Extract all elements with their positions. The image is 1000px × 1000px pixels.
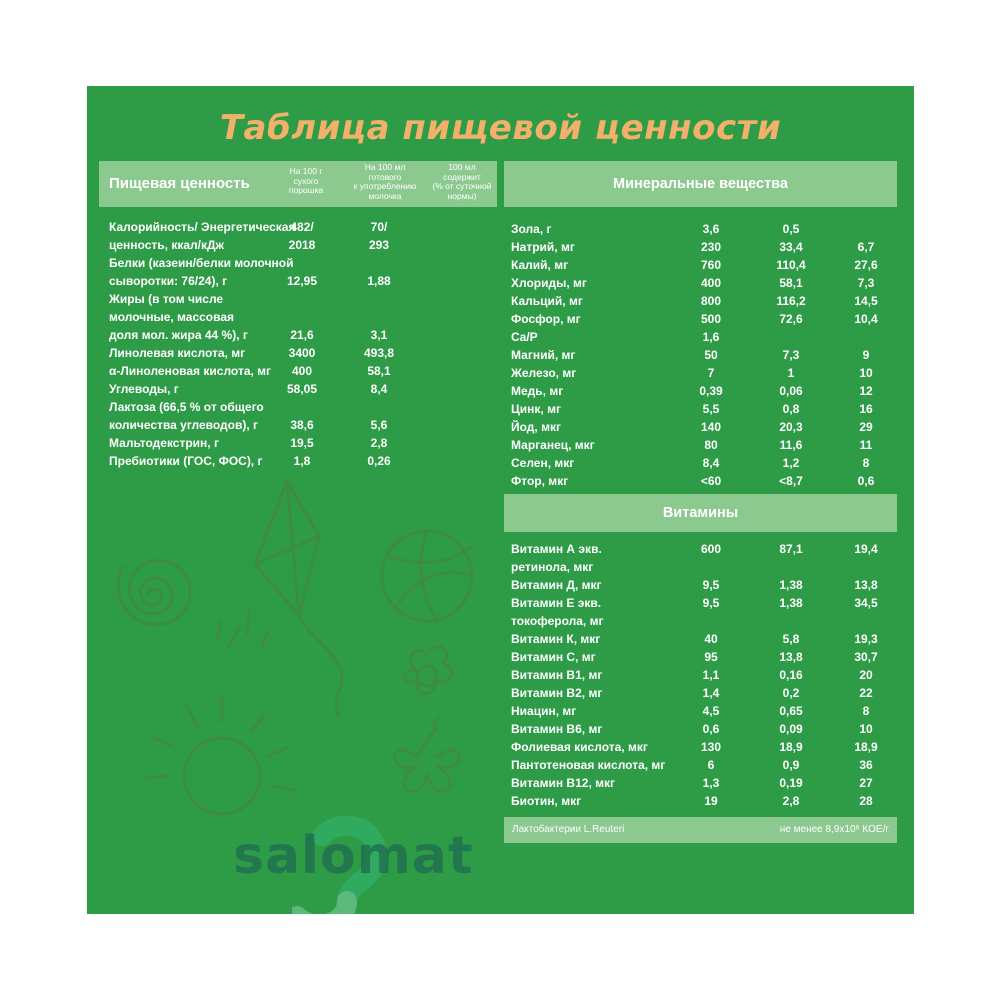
table-row xyxy=(511,293,897,311)
row-label: Фолиевая кислота, мкг xyxy=(511,740,648,754)
table-row xyxy=(511,703,897,721)
row-value: 0,06 xyxy=(779,384,803,398)
table-row xyxy=(511,239,897,257)
table-row xyxy=(511,721,897,739)
row-value: 5,8 xyxy=(782,632,800,646)
row-value: 18,9 xyxy=(854,740,878,754)
row-value: 0,8 xyxy=(782,402,800,416)
nutrition-panel xyxy=(87,86,914,914)
row-value: 0,9 xyxy=(782,758,800,772)
row-value: 40 xyxy=(704,632,718,646)
row-value: 0,09 xyxy=(779,722,803,736)
table-row xyxy=(109,219,499,237)
row-value: 0,5 xyxy=(782,222,800,236)
row-value: 7,3 xyxy=(782,348,800,362)
row-value: 493,8 xyxy=(363,346,395,360)
table-row xyxy=(109,237,499,255)
row-label: Пребиотики (ГОС, ФОС), г xyxy=(109,454,263,468)
row-label: ретинола, мкг xyxy=(511,560,594,574)
row-value: 2,8 xyxy=(370,436,388,450)
row-value: 5,5 xyxy=(702,402,720,416)
row-label: Витамин С, мг xyxy=(511,650,596,664)
table-row xyxy=(109,255,499,273)
row-value: 9,5 xyxy=(702,596,720,610)
row-value: 1,6 xyxy=(702,330,720,344)
table-row xyxy=(511,577,897,595)
table-row xyxy=(109,435,499,453)
row-label: Магний, мг xyxy=(511,348,576,362)
row-value: 760 xyxy=(700,258,722,272)
table-row xyxy=(109,453,499,471)
row-value: 0,6 xyxy=(857,474,875,488)
table-row xyxy=(511,775,897,793)
col-header-per-100g: На 100 г сухого порошка xyxy=(288,166,324,195)
row-label: доля мол. жира 44 %), г xyxy=(109,328,248,342)
row-value: 20 xyxy=(859,668,873,682)
row-value: 130 xyxy=(700,740,722,754)
row-label: Калорийность/ Энергетическая xyxy=(109,220,296,234)
row-value: 10 xyxy=(859,366,873,380)
row-value: 0,19 xyxy=(779,776,803,790)
row-label: Витамин В6, мг xyxy=(511,722,603,736)
row-label: Витамин В1, мг xyxy=(511,668,603,682)
table-row xyxy=(511,757,897,775)
row-label: количества углеводов), г xyxy=(109,418,259,432)
row-value: 34,5 xyxy=(854,596,878,610)
row-value: 140 xyxy=(700,420,722,434)
row-value: 22 xyxy=(859,686,873,700)
row-label: Ниацин, мг xyxy=(511,704,577,718)
row-label: Витамин В2, мг xyxy=(511,686,603,700)
table-row xyxy=(511,667,897,685)
row-value: 19,5 xyxy=(290,436,314,450)
row-value: 482/ xyxy=(290,220,314,234)
row-value: 10 xyxy=(859,722,873,736)
row-label: Фосфор, мг xyxy=(511,312,581,326)
row-label: Медь, мг xyxy=(511,384,564,398)
table-row xyxy=(511,649,897,667)
table-row xyxy=(511,595,897,613)
butterfly-doodle xyxy=(395,718,460,791)
row-label: Линолевая кислота, мг xyxy=(109,346,246,360)
table-row xyxy=(511,365,897,383)
table-row xyxy=(109,363,499,381)
minerals-header-title: Минеральные вещества xyxy=(613,176,788,192)
row-value: 4,5 xyxy=(702,704,720,718)
row-value: 70/ xyxy=(370,220,388,234)
row-value: 6,7 xyxy=(857,240,875,254)
nutrition-table xyxy=(109,219,499,471)
row-value: 13,8 xyxy=(779,650,803,664)
row-value: 3400 xyxy=(288,346,316,360)
table-row xyxy=(511,559,897,577)
row-value: 8,4 xyxy=(370,382,388,396)
row-value: 8 xyxy=(862,704,870,718)
vitamins-header-title: Витамины xyxy=(662,505,739,521)
row-value: 1,38 xyxy=(779,596,803,610)
row-value: 38,6 xyxy=(290,418,314,432)
row-label: Лактоза (66,5 % от общего xyxy=(109,400,264,414)
row-value: 8,4 xyxy=(702,456,720,470)
nutrition-header-title: Пищевая ценность xyxy=(109,175,250,192)
nutrition-header xyxy=(99,161,497,207)
table-row xyxy=(109,399,499,417)
lacto-value: не менее 8,9x10⁶ КОЕ/г xyxy=(779,824,889,835)
table-row xyxy=(511,383,897,401)
row-value: 1 xyxy=(787,366,795,380)
row-value: 12,95 xyxy=(286,274,318,288)
row-value: 1,88 xyxy=(367,274,391,288)
row-value: 0,2 xyxy=(782,686,800,700)
row-value: 12 xyxy=(859,384,873,398)
row-value: 14,5 xyxy=(854,294,878,308)
row-label: Жиры (в том числе xyxy=(109,292,224,306)
row-value: 72,6 xyxy=(779,312,803,326)
table-row xyxy=(511,347,897,365)
minerals-header xyxy=(504,161,897,207)
row-value: <60 xyxy=(700,474,722,488)
table-row xyxy=(109,381,499,399)
row-value: 0,16 xyxy=(779,668,803,682)
row-value: 19,3 xyxy=(854,632,878,646)
row-value: 293 xyxy=(368,238,390,252)
row-value: 2018 xyxy=(288,238,316,252)
minerals-table xyxy=(511,221,897,491)
row-label: ценность, ккал/кДж xyxy=(109,238,225,252)
row-value: 36 xyxy=(859,758,873,772)
table-row xyxy=(511,541,897,559)
sun-doodle xyxy=(184,738,260,814)
row-value: 3,6 xyxy=(702,222,720,236)
table-row xyxy=(511,329,897,347)
row-value: 1,3 xyxy=(702,776,720,790)
row-value: 28 xyxy=(859,794,873,808)
row-label: Углеводы, г xyxy=(109,382,179,396)
row-label: Белки (казеин/белки молочной xyxy=(109,256,294,270)
table-row xyxy=(511,739,897,757)
row-value: 0,65 xyxy=(779,704,803,718)
row-label: α-Линоленовая кислота, мг xyxy=(109,364,272,378)
row-value: 21,6 xyxy=(290,328,314,342)
row-value: 600 xyxy=(700,542,722,556)
row-value: 11 xyxy=(859,438,873,452)
row-value: 3,1 xyxy=(370,328,388,342)
row-value: 10,4 xyxy=(854,312,878,326)
row-value: 18,9 xyxy=(779,740,803,754)
row-value: 1,1 xyxy=(702,668,720,682)
table-row xyxy=(511,419,897,437)
row-value: 19,4 xyxy=(854,542,878,556)
spiral-doodle xyxy=(118,561,190,625)
row-label: Пантотеновая кислота, мг xyxy=(511,758,666,772)
row-value: 29 xyxy=(859,420,873,434)
row-value: 1,8 xyxy=(293,454,311,468)
table-row xyxy=(109,417,499,435)
table-row xyxy=(109,291,499,309)
col-header-daily-norm: 100 мл содержит (% от суточной нормы) xyxy=(432,162,492,201)
row-label: Селен, мкг xyxy=(511,456,575,470)
row-value: 5,6 xyxy=(370,418,388,432)
row-value: 27,6 xyxy=(854,258,878,272)
vitamins-table xyxy=(511,541,897,811)
table-row xyxy=(511,455,897,473)
grass-doodle xyxy=(217,612,268,646)
row-label: Фтор, мкг xyxy=(511,474,569,488)
table-row xyxy=(511,275,897,293)
lacto-label: Лактобактерии L.Reuteri xyxy=(512,824,625,835)
table-row xyxy=(511,221,897,239)
row-value: 9 xyxy=(862,348,870,362)
row-label: Натрий, мг xyxy=(511,240,575,254)
row-label: Хлориды, мг xyxy=(511,276,587,290)
row-value: 2,8 xyxy=(782,794,800,808)
table-row xyxy=(109,273,499,291)
row-value: 30,7 xyxy=(854,650,878,664)
table-row xyxy=(511,631,897,649)
row-value: 50 xyxy=(704,348,718,362)
row-value: 33,4 xyxy=(779,240,803,254)
row-value: 0,6 xyxy=(702,722,720,736)
row-value: 800 xyxy=(700,294,722,308)
table-row xyxy=(511,685,897,703)
row-value: 87,1 xyxy=(779,542,803,556)
row-label: Йод, мкг xyxy=(511,420,561,434)
row-value: 95 xyxy=(704,650,718,664)
row-label: Витамин А экв. xyxy=(511,542,602,556)
row-value: 400 xyxy=(291,364,313,378)
table-row xyxy=(511,793,897,811)
row-label: Зола, г xyxy=(511,222,552,236)
row-value: 27 xyxy=(859,776,873,790)
row-value: 16 xyxy=(859,402,873,416)
table-row xyxy=(511,473,897,491)
table-row xyxy=(511,311,897,329)
ball-doodle xyxy=(382,531,472,621)
table-row xyxy=(109,327,499,345)
row-label: Витамин Д, мкг xyxy=(511,578,602,592)
row-label: Витамин К, мкг xyxy=(511,632,601,646)
row-value: 116,2 xyxy=(776,294,806,308)
row-value: 20,3 xyxy=(779,420,803,434)
row-label: молочные, массовая xyxy=(109,310,235,324)
row-value: 0,39 xyxy=(699,384,723,398)
row-label: Цинк, мг xyxy=(511,402,561,416)
row-label: Биотин, мкг xyxy=(511,794,582,808)
row-value: <8,7 xyxy=(779,474,803,488)
page-title: Таблица пищевой ценности xyxy=(219,108,782,148)
row-label: Кальций, мг xyxy=(511,294,583,308)
row-value: 1,4 xyxy=(702,686,720,700)
row-value: 500 xyxy=(700,312,722,326)
row-value: 6 xyxy=(707,758,715,772)
row-value: 110,4 xyxy=(776,258,806,272)
row-label: Железо, мг xyxy=(511,366,577,380)
row-value: 9,5 xyxy=(702,578,720,592)
row-value: 400 xyxy=(700,276,722,290)
table-row xyxy=(511,437,897,455)
row-value: 58,1 xyxy=(779,276,803,290)
row-value: 230 xyxy=(700,240,722,254)
row-value: 8 xyxy=(862,456,870,470)
kite-doodle xyxy=(255,481,342,716)
row-value: 1,38 xyxy=(779,578,803,592)
row-value: 80 xyxy=(704,438,718,452)
row-label: Витамин Е экв. xyxy=(511,596,602,610)
table-row xyxy=(511,257,897,275)
row-label: Мальтодекстрин, г xyxy=(109,436,219,450)
table-row xyxy=(109,345,499,363)
row-label: токоферола, мг xyxy=(511,614,604,628)
row-label: Марганец, мкг xyxy=(511,438,595,452)
col-header-per-100ml: На 100 мл готового к употреблению молочка xyxy=(353,162,417,201)
row-label: сыворотки: 76/24), г xyxy=(109,274,228,288)
row-value: 7,3 xyxy=(857,276,875,290)
row-value: 58,1 xyxy=(367,364,391,378)
row-value: 58,05 xyxy=(286,382,318,396)
table-row xyxy=(511,613,897,631)
row-value: 19 xyxy=(704,794,718,808)
watermark-text: salomat xyxy=(233,826,474,886)
row-label: Ca/P xyxy=(511,330,538,344)
row-value: 13,8 xyxy=(854,578,878,592)
vitamins-header xyxy=(504,494,897,532)
row-value: 1,2 xyxy=(782,456,800,470)
table-row xyxy=(109,309,499,327)
row-value: 0,26 xyxy=(367,454,391,468)
row-label: Калий, мг xyxy=(511,258,569,272)
row-label: Витамин В12, мкг xyxy=(511,776,615,790)
table-row xyxy=(511,401,897,419)
row-value: 11,6 xyxy=(779,438,803,452)
row-value: 7 xyxy=(707,366,715,380)
